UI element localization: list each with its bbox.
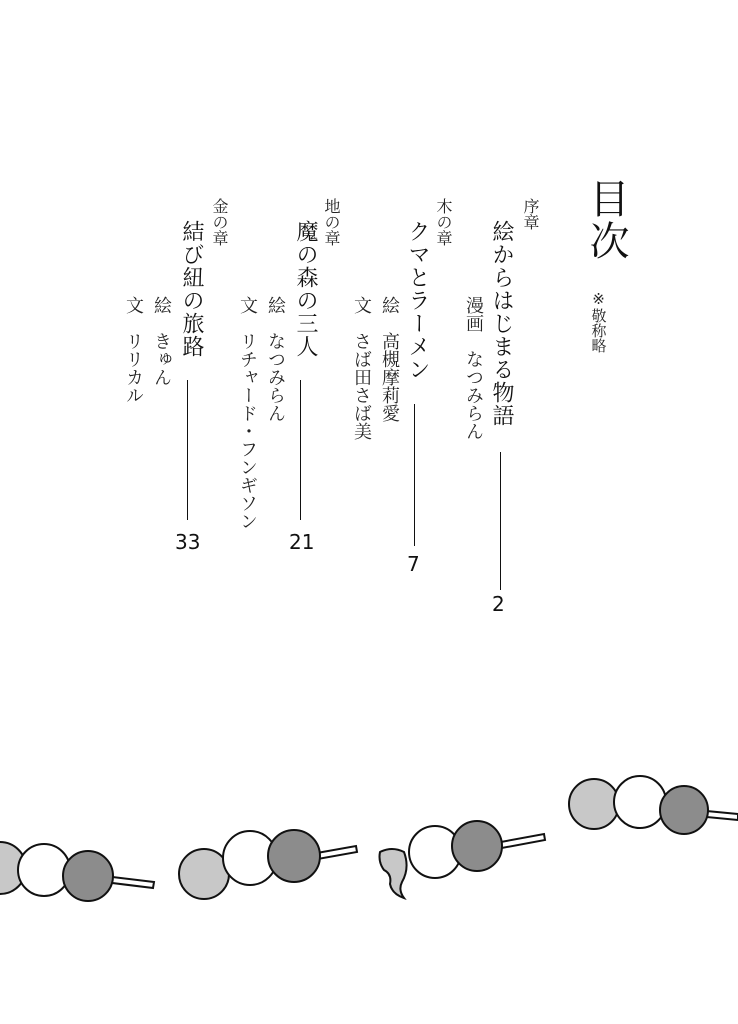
credit-illustration: 絵きゅん xyxy=(151,296,172,386)
honorifics-note: ※敬称略 xyxy=(589,290,608,353)
chapter-label: 木の章 xyxy=(434,198,453,246)
dango-skewer-icon xyxy=(380,821,546,898)
page-number: 7 xyxy=(407,552,420,576)
dango-decoration xyxy=(0,760,738,940)
dango-skewer-icon xyxy=(569,776,738,834)
leader-line xyxy=(300,380,301,520)
page-number: 21 xyxy=(289,530,315,554)
page-title: 目次 xyxy=(583,178,629,262)
leader-line xyxy=(500,452,501,590)
credit-name: なつみらん xyxy=(463,350,484,440)
story-title: 結び紐の旅路 xyxy=(179,220,204,358)
credit-illustration: 絵なつみらん xyxy=(265,296,286,422)
credit-text: 文リチャード・フンギソン xyxy=(237,296,258,530)
credit-role: 漫画 xyxy=(463,296,484,332)
page-number: 2 xyxy=(492,592,505,616)
credit-manga xyxy=(460,296,486,440)
leader-line xyxy=(414,404,415,546)
chapter-label: 序章 xyxy=(521,198,540,230)
credit-illustration: 絵高槻摩莉愛 xyxy=(379,296,400,422)
story-title: 絵からはじまる物語 xyxy=(489,220,514,427)
leader-line xyxy=(187,380,188,520)
credit-text: 文さば田さば美 xyxy=(351,296,372,440)
credit-text: 文リリカル xyxy=(123,296,144,404)
chapter-label: 地の章 xyxy=(322,198,341,246)
dango-skewer-icon xyxy=(179,830,357,899)
story-title: クマとラーメン xyxy=(405,220,430,381)
story-title: 魔の森の三人 xyxy=(293,220,318,358)
page-number: 33 xyxy=(175,530,201,554)
chapter-label: 金の章 xyxy=(210,198,229,246)
dango-skewer-icon xyxy=(0,842,154,901)
